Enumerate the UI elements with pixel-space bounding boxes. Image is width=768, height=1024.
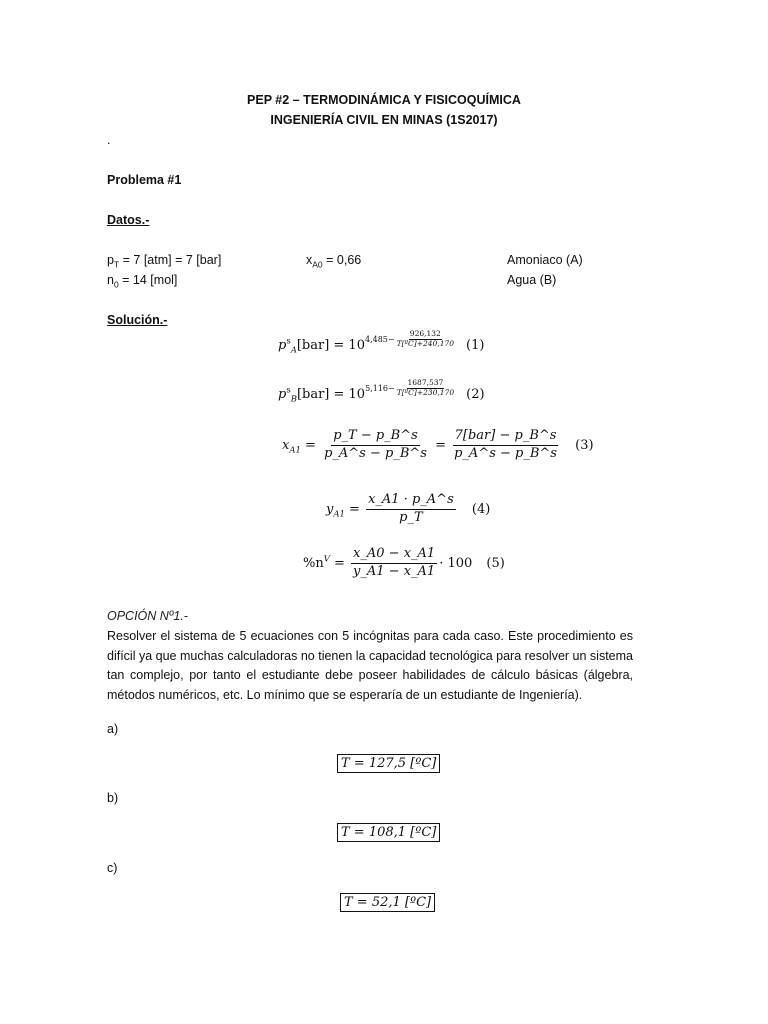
eq4-lhs: y	[326, 501, 334, 517]
solucion-heading: Solución.-	[107, 313, 168, 327]
eq2-tag: (2)	[466, 387, 485, 402]
eq2-lhs-sup: s	[286, 385, 291, 396]
initial-fraction	[306, 253, 362, 270]
eq5-tag: (5)	[486, 555, 505, 571]
n0-sub: 0	[113, 279, 119, 290]
species-b: Agua (B)	[507, 273, 557, 287]
initial-moles	[107, 273, 178, 290]
eq4-lhs-sub: A1	[333, 509, 345, 520]
option-paragraph: Resolver el sistema de 5 ecuaciones con 5 incógnitas para cada caso. Este procedimiento es difícil ya que muchas calculadoras no tienen la capacidad tecnológica para resolver un sistema tan complejo, por tanto el estudiante debe poseer habilidades de cálculo básicas (álgebra, métodos numéricos, etc. Lo mínimo que se esperaría de un estudiante de Ingeniería).	[107, 629, 633, 702]
answer-c-result: T = 52,1 [ºC]	[340, 893, 435, 912]
answer-a-label: a)	[107, 722, 119, 736]
n0-value: = 14 [mol]	[118, 273, 178, 287]
eq3-frac2-num: 7[bar] − p_B^s	[453, 429, 559, 446]
species-a: Amoniaco (A)	[507, 253, 583, 267]
eq3-tag: (3)	[575, 437, 594, 453]
eq1-tag: (1)	[466, 338, 485, 353]
eq1-exp-den: T[ºC]+240,170	[396, 338, 455, 348]
equation-4: $y_{A1}$ = $\frac{x\_A1 \cdot p\_A\^{}s}{p\_T}$ (4)	[326, 492, 491, 525]
problem-title: Problema #1	[107, 173, 182, 187]
xa0-symbol: x	[306, 253, 313, 267]
eq3-frac1-den: p_A^s − p_B^s	[324, 445, 427, 461]
eq1-lhs-sub: A	[290, 345, 297, 356]
eq2-lhs-sub: B	[290, 394, 297, 405]
document-title-line2: INGENIERÍA CIVIL EN MINAS (1S2017)	[270, 113, 498, 127]
pt-symbol: p	[107, 253, 114, 267]
eq3-frac1-num: p_T − p_B^s	[331, 429, 420, 446]
eq5-num: x_A0 − x_A1	[351, 547, 437, 564]
n0-symbol: n	[107, 273, 114, 287]
eq2-exponent	[365, 379, 456, 397]
eq1-exponent	[365, 330, 456, 348]
pt-value: = 7 [atm] = 7 [bar]	[119, 253, 222, 267]
eq4-num: x_A1 · p_A^s	[366, 493, 456, 510]
equation-1	[278, 329, 485, 356]
equation-5: $\%n^V$ = $\frac{x\_A0 - x\_A1}{y\_A1 - x\_A1}$ · 100 (5)	[303, 546, 505, 579]
xa0-value: = 0,66	[322, 253, 362, 267]
eq1-exp-a: 4,485−	[364, 334, 395, 344]
eq2-lhs-unit: [bar] = 10	[296, 387, 366, 402]
option-title: OPCIÓN Nº1.-	[107, 609, 188, 623]
eq5-mult: · 100	[439, 555, 473, 571]
eq2-exp-den: T[ºC]+230,170	[396, 387, 455, 397]
eq1-lhs-unit: [bar] = 10	[296, 338, 365, 353]
answer-c-label: c)	[107, 861, 118, 875]
eq2-exp-a: 5,116−	[365, 383, 395, 393]
equation-3: $x_{A1}$ = $\frac{p\_T - p\_B\^{}s}{p\_A\^{}s - p\_B\^{}s}$ = $\frac{\text{7[bar] − p\_B\textasciicircum{}s}}{p\_A\^{}s - p\_B\^{}s}$ (3)	[282, 428, 594, 461]
eq4-den: p_T	[399, 509, 423, 525]
answer-b-label: b)	[107, 791, 119, 805]
pt-sub: T	[113, 259, 120, 270]
eq1-lhs-base: p	[278, 338, 287, 353]
total-pressure	[107, 253, 222, 270]
eq3-frac2-den: p_A^s − p_B^s	[454, 445, 557, 461]
datos-heading: Datos.-	[107, 213, 150, 227]
answer-b-result: T = 108,1 [ºC]	[337, 823, 440, 842]
document-title-line1: PEP #2 – TERMODINÁMICA Y FISICOQUÍMICA	[247, 93, 521, 107]
stray-dot: .	[107, 133, 111, 147]
eq1-exp-num: 926,132	[409, 329, 441, 338]
eq4-tag: (4)	[471, 501, 491, 517]
xa0-sub: A0	[312, 259, 323, 270]
eq5-den: y_A1 − x_A1	[353, 563, 436, 579]
equation-2	[278, 378, 485, 405]
eq5-lhs: %n	[303, 555, 324, 571]
eq2-exp-num: 1687,537	[407, 378, 444, 387]
eq5-lhs-sup: V	[323, 554, 330, 565]
eq2-lhs-base: p	[278, 387, 287, 402]
answer-a-result: T = 127,5 [ºC]	[337, 754, 440, 773]
eq1-lhs-sup: s	[286, 336, 291, 347]
eq3-lhs: x	[282, 437, 290, 453]
eq3-lhs-sub: A1	[289, 445, 301, 456]
